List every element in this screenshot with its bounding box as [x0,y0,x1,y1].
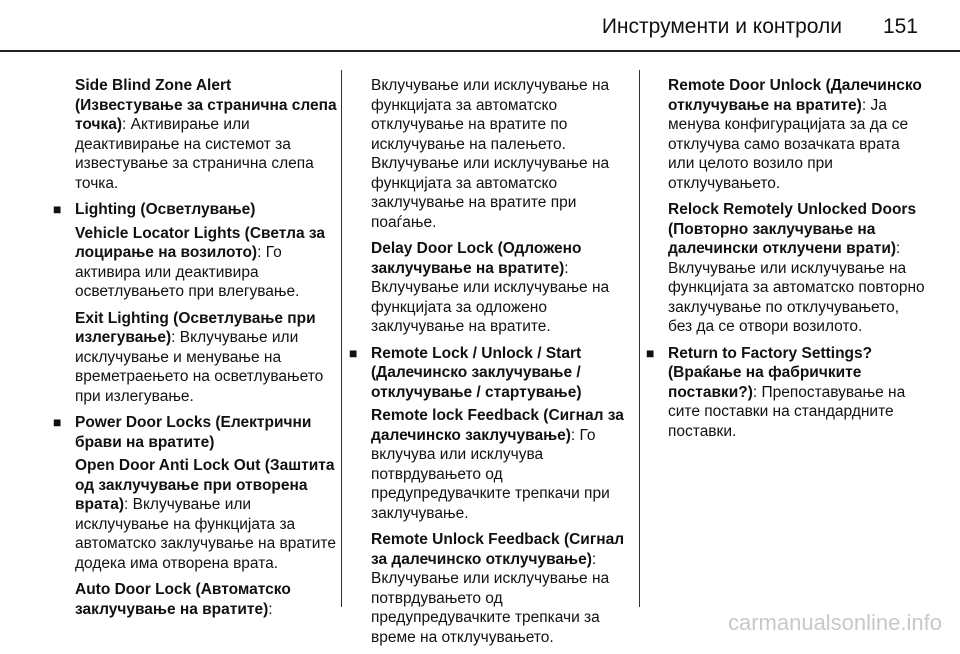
bullet-power-door-locks [53,413,337,452]
setting-name: Side Blind Zone Alert (Известување за странична слепа точка) [75,77,337,133]
paragraph-auto-door-lock-cont [371,76,629,232]
column-divider-1 [341,70,342,607]
setting-name: Vehicle Locator Lights (Светла за лоцирање на возилото) [75,224,326,261]
column-2 [349,76,629,654]
bullet-factory-settings [646,344,926,442]
setting-name: Remote lock Feedback (Сигнал за далечинско заклучување) [371,407,624,444]
bullet-title: Remote Lock / Unlock / Start (Далечинско заклучување / отклучување / стартување) [371,344,582,401]
setting-description: : Вклучување или исклучување на функцијата за автоматско заклучување на вратите додека има отворена врата. [75,496,336,572]
column-3 [646,76,926,445]
bullet-title: Return to Factory Settings? (Враќање на фабричките поставки?) [668,344,873,401]
paragraph-exit-lighting [75,309,337,407]
paragraph-remote-door-unlock [668,76,926,193]
setting-name: Remote Door Unlock (Далечинско отклучување на вратите) [668,77,922,114]
paragraph-remote-lock-feedback [371,406,629,523]
page-title: Инструменти и контроли [601,15,842,38]
setting-name: Open Door Anti Lock Out (Заштита од заклучување при отворена врата) [75,457,335,513]
setting-description: Вклучување или исклучување на функцијата за автоматско отклучување на вратите по исклучување на палењето. Вклучување или исклучување на функцијата за автоматско заклучување на вратите при поаѓање. [371,77,610,231]
setting-name: Auto Door Lock (Автоматско заклучување на вратите) [75,581,291,618]
watermark: carmanualsonline.info [727,610,942,635]
page-number: 151 [882,15,918,38]
column-divider-2 [639,70,640,607]
setting-description: : Ја менува конфигурацијата за да се отклучува само возачката врата или целото возило при отклучувањето. [668,96,909,192]
bullet-icon: ■ [646,344,655,361]
header-divider [0,50,960,52]
paragraph-auto-door-lock [75,580,337,619]
setting-description: : Го вклучува или исклучува потврдувањето од предупредувачките трепкачи при заклучување. [371,426,610,522]
bullet-remote-lock [349,344,629,403]
setting-description: : Го активира или деактивира осветлувањето при влегување. [75,244,300,300]
setting-name: Exit Lighting (Осветлување при излегување) [75,309,316,346]
bullet-title: Power Door Locks (Електрични брави на вратите) [75,414,312,451]
setting-name: Remote Unlock Feedback (Сигнал за далечинско отклучување) [371,531,625,568]
paragraph-remote-unlock-feedback [371,530,629,647]
column-1 [53,76,337,626]
bullet-title: Lighting (Осветлување) [75,201,256,218]
setting-description: : Вклучување или исклучување на потврдувањето од предупредувачките трепкачи за време на отклучувањето. [371,550,610,646]
paragraph-open-door-anti-lock [75,456,337,573]
setting-name: Relock Remotely Unlocked Doors (Повторно заклучување на далечински отклучени врати) [668,201,917,257]
bullet-icon: ■ [349,344,358,361]
setting-description: : Вклучување или исклучување на функцијата за одложено заклучување на вратите. [371,259,610,335]
setting-description: : [268,600,273,618]
setting-description: : Активирање или деактивирање на системот за известување за странична слепа точка. [75,116,314,192]
paragraph-delay-door-lock [371,239,629,337]
setting-description: : Вклучување или исклучување и менување на времетраењето на осветлувањето при излегување. [75,329,324,405]
paragraph-vehicle-locator [75,224,337,302]
page-header [0,0,960,46]
setting-description: : Вклучување или исклучување на функцијата за автоматско повторно заклучување по отклучувањето, без да се отвори возилото. [668,240,925,335]
setting-name: Delay Door Lock (Одложено заклучување на вратите) [371,240,582,277]
bullet-lighting [53,200,337,220]
bullet-icon: ■ [53,414,62,430]
paragraph-relock-remotely [668,200,926,337]
bullet-icon: ■ [53,201,62,217]
paragraph-side-blind-zone [75,76,337,193]
setting-description: : Препоставување на сите поставки на стандардните поставки. [668,383,906,440]
